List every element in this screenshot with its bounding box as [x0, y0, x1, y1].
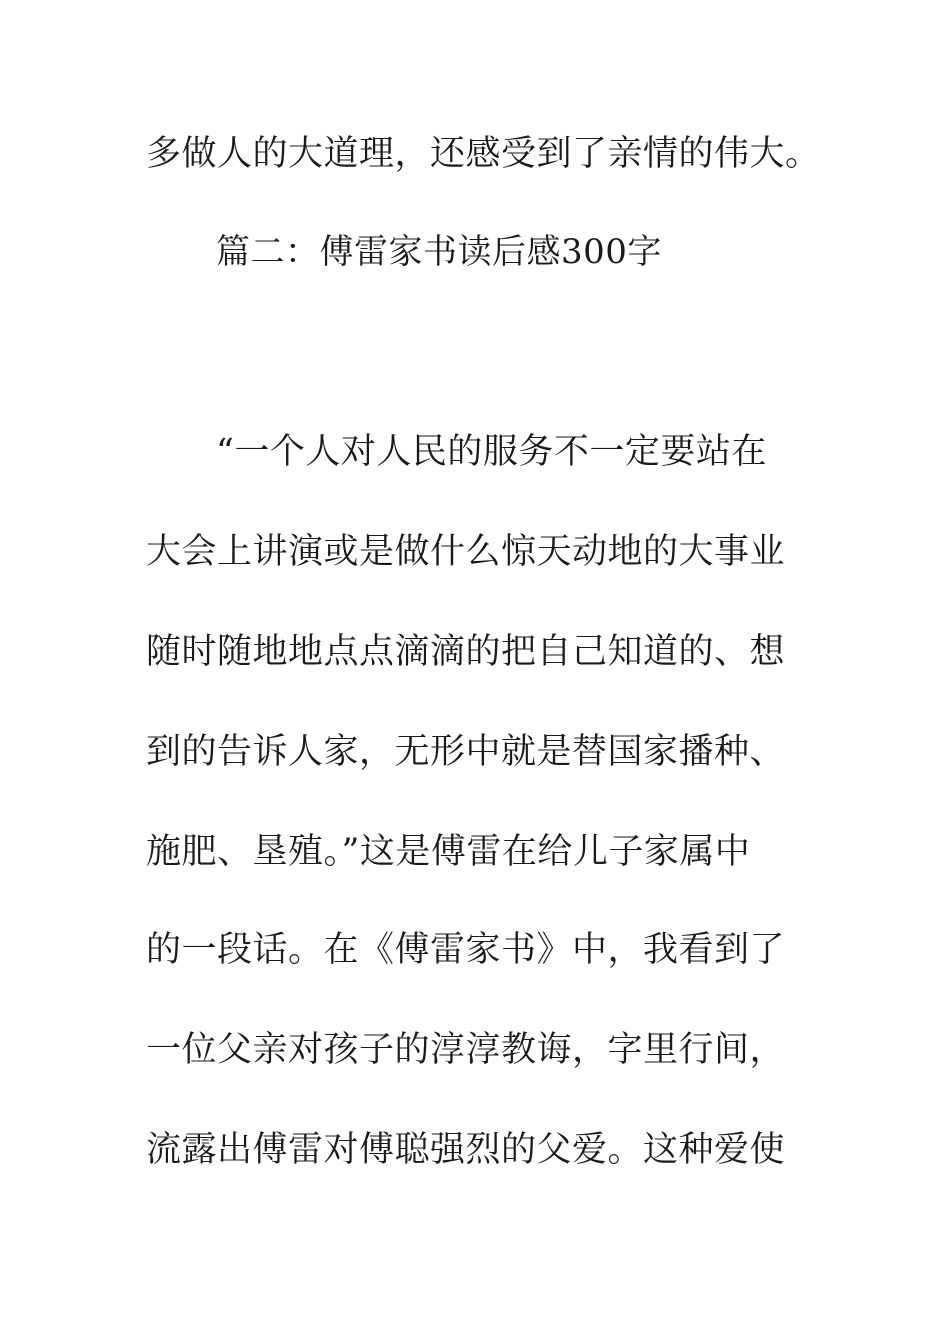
- text-line-9: 一位父亲对孩子的淳淳教诲，字里行间，: [146, 1030, 786, 1070]
- text-line-8: 的一段话。在《傅雷家书》中，我看到了: [146, 930, 786, 970]
- text-line-4: 大会上讲演或是做什么惊天动地的大事业: [146, 532, 786, 572]
- text-line-5: 随时随地地点点滴滴的把自己知道的、想: [146, 632, 786, 672]
- text-line-6: 到的告诉人家，无形中就是替国家播种、: [146, 732, 786, 772]
- section-heading: 篇二：傅雷家书读后感300字: [216, 232, 662, 272]
- text-line-7: 施肥、垦殖。”这是傅雷在给儿子家属中: [146, 832, 751, 872]
- text-line-1: 多做人的大道理，还感受到了亲情的伟大。: [146, 134, 821, 174]
- text-line-10: 流露出傅雷对傅聪强烈的父爱。这种爱使: [146, 1130, 786, 1170]
- text-line-3: “一个人对人民的服务不一定要站在: [216, 432, 767, 472]
